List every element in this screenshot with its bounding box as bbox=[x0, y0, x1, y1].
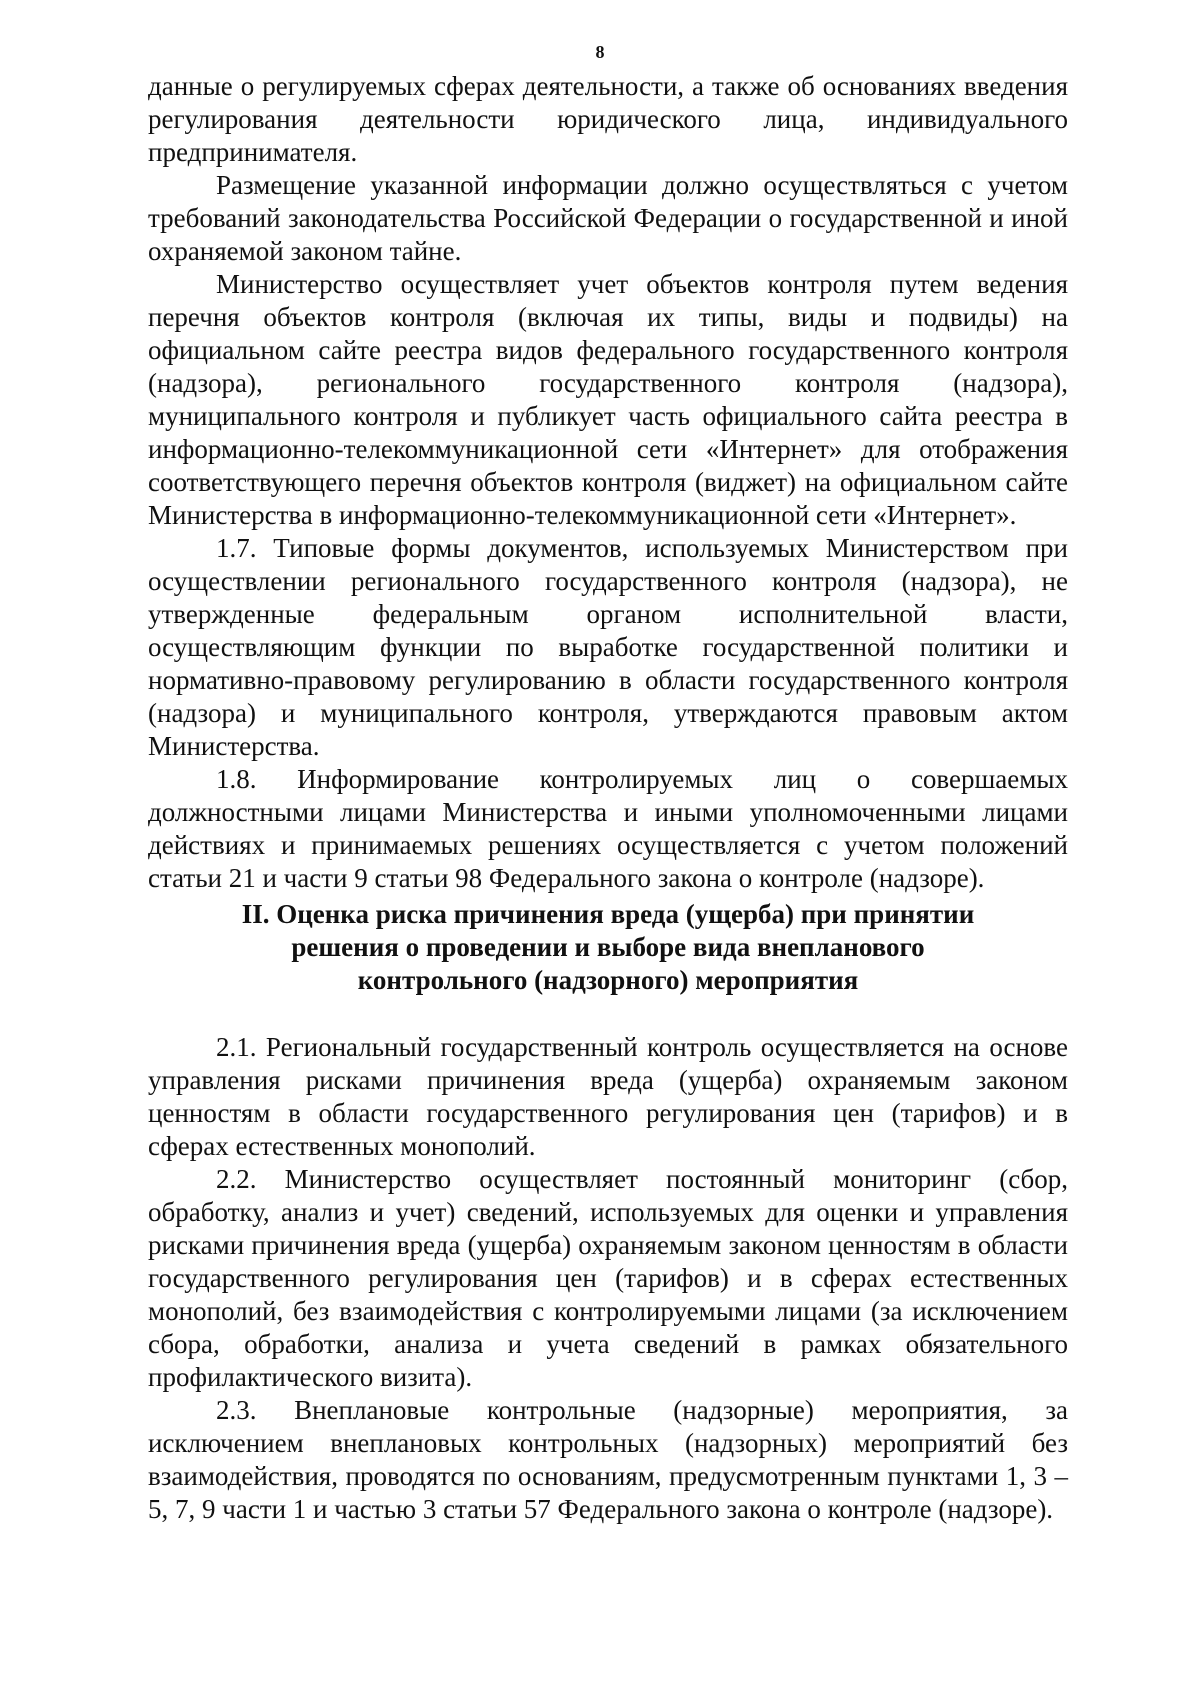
body-text-top bbox=[148, 70, 1068, 895]
paragraph-information-placement: Размещение указанной информации должно осуществляться с учетом требований законодательства Российской Федерации о государственной и иной охраняемой законом тайне. bbox=[148, 170, 1068, 266]
paragraph-1-8-informing: 1.8. Информирование контролируемых лиц о совершаемых должностными лицами Министерства и иными уполномоченными лицами действиях и принимаемых решениях осуществляется с учетом положений статьи 21 и части 9 статьи 98 Федерального закона о контроле (надзоре). bbox=[148, 764, 1068, 893]
paragraph-continuation: данные о регулируемых сферах деятельности, а также об основаниях введения регулирования деятельности юридического лица, индивидуального предпринимателя. bbox=[148, 71, 1068, 167]
section-heading bbox=[148, 898, 1068, 997]
paragraph-1-7-typical-forms: 1.7. Типовые формы документов, используемых Министерством при осуществлении регионального государственного контроля (надзора), не утвержденные федеральным органом исполнительной власти, осуществляющим функции по выработке государственной политики и нормативно-правовому регулированию в области государственного контроля (надзора) и муниципального контроля, утверждаются правовым актом Министерства. bbox=[148, 533, 1068, 761]
paragraph-objects-registry: Министерство осуществляет учет объектов контроля путем ведения перечня объектов контроля (включая их типы, виды и подвиды) на официальном сайте реестра видов федерального государственного контроля (надзора), регионального государственного контроля (надзора), муниципального контроля и публикует часть официального сайта реестра в информационно-телекоммуникационной сети «Интернет» для отображения соответствующего перечня объектов контроля (виджет) на официальном сайте Министерства в информационно-телекоммуникационной сети «Интернет». bbox=[148, 269, 1068, 530]
section-heading-line: решения о проведении и выборе вида внепланового bbox=[291, 932, 925, 962]
section-heading-line: контрольного (надзорного) мероприятия bbox=[357, 965, 859, 995]
page-number: 8 bbox=[595, 42, 605, 62]
body-text-bottom bbox=[148, 1031, 1068, 1526]
paragraph-2-1-risk-management: 2.1. Региональный государственный контроль осуществляется на основе управления рисками причинения вреда (ущерба) охраняемым законом ценностям в области государственного регулирования цен (тарифов) и в сферах естественных монополий. bbox=[148, 1032, 1068, 1161]
section-heading-line: II. Оценка риска причинения вреда (ущерба) при принятии bbox=[241, 899, 975, 929]
paragraph-2-2-monitoring: 2.2. Министерство осуществляет постоянный мониторинг (сбор, обработку, анализ и учет) сведений, используемых для оценки и управления рисками причинения вреда (ущерба) охраняемым законом ценностям в области государственного регулирования цен (тарифов) и в сферах естественных монополий, без взаимодействия с контролируемыми лицами (за исключением сбора, обработки, анализа и учета сведений в рамках обязательного профилактического визита). bbox=[148, 1164, 1068, 1392]
paragraph-2-3-unscheduled-events: 2.3. Внеплановые контрольные (надзорные) мероприятия, за исключением внеплановых контрольных (надзорных) мероприятий без взаимодействия, проводятся по основаниям, предусмотренным пунктами 1, 3 – 5, 7, 9 части 1 и частью 3 статьи 57 Федерального закона о контроле (надзоре). bbox=[148, 1395, 1068, 1524]
